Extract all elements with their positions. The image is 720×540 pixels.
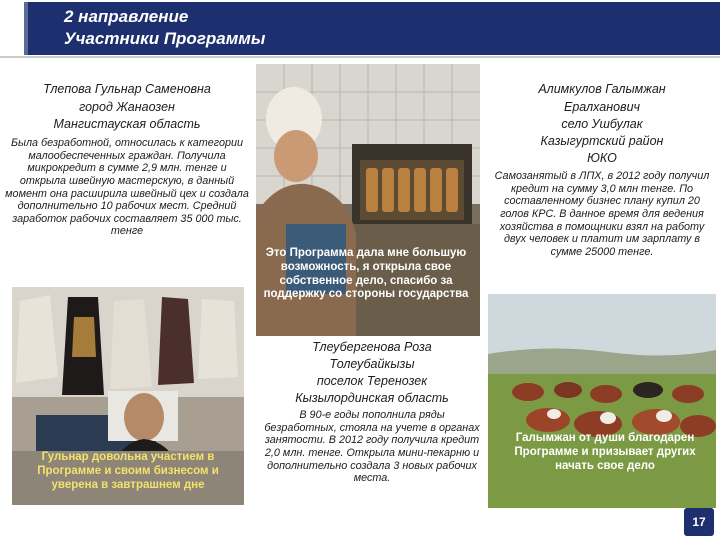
right-participant-story: Самозанятый в ЛПХ, в 2012 году получил кредит на сумму 3,0 млн тенге. По составленному бизнес плану купил 20 голов КРС. В данное время для ведения хозяйства в помощники взял на работу двух человек и платит им зарплату в сумме 25000 тенге. xyxy=(494,170,710,258)
right-participant-village: село Ушбулак xyxy=(561,117,643,131)
cattle-quote: Галымжан от души благодарен Программе и призывает других начать свое дело xyxy=(514,432,696,472)
header-divider xyxy=(0,56,720,58)
left-participant-story: Была безработной, относилась к категории малообеспеченных граждан. Получила микрокредит в сумме 2,9 млн. тенге и открыла швейную мастерскую, в данный момент она расширила швейный цех и создала дополнительно 10 рабочих мест. Средний заработок рабочих составляет 35 000 тыс. тенге xyxy=(5,137,249,238)
header-line-1: 2 направление xyxy=(64,7,189,26)
right-participant-district: Казыгуртский район xyxy=(540,134,664,148)
slide-header xyxy=(28,2,720,55)
left-participant-city: город Жанаозен xyxy=(79,100,175,114)
center-participant-name: Тлеубергенова Роза xyxy=(312,340,432,354)
right-participant-patronymic: Ералханович xyxy=(564,100,640,114)
right-participant-name: Алимкулов Галымжан xyxy=(538,82,666,96)
header-line-2: Участники Программы xyxy=(64,29,266,48)
left-participant-region: Мангистауская область xyxy=(53,117,201,131)
bakery-quote: Это Программа дала мне большую возможность, я открыла свое собственное дело, спасибо за поддержку со стороны государства xyxy=(263,247,469,301)
center-participant-region: Кызылординская область xyxy=(295,391,449,405)
left-participant-name: Тлепова Гульнар Саменовна xyxy=(43,82,211,96)
page-number-badge: 17 xyxy=(684,508,714,536)
cattle-pasture-photo xyxy=(488,294,716,508)
center-participant-story: В 90-е годы пополнила ряды безработных, стояла на учете в органах занятости. В 2012 году получила кредит 2,0 млн. тенге. Открыла мини-пекарню и дополнительно создала 3 новых рабочих места. xyxy=(264,409,480,485)
sewing-quote: Гульнар довольна участием в Программе и своим бизнесом и уверена в завтрашнем дне xyxy=(37,451,219,491)
right-participant-region: ЮКО xyxy=(587,151,617,165)
center-participant-patronymic: Толеубайкызы xyxy=(329,357,415,371)
center-participant-village: поселок Теренозек xyxy=(316,374,428,388)
